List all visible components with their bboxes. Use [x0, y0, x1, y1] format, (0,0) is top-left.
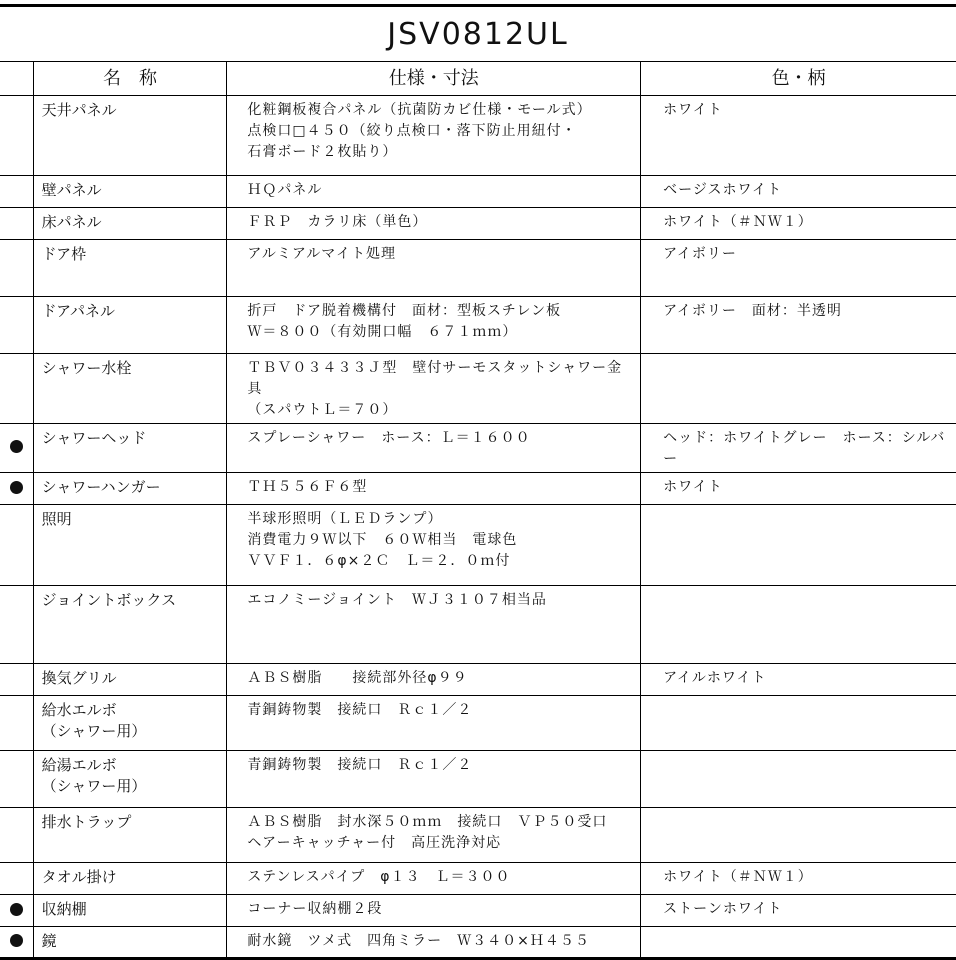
- header-row: [0, 62, 956, 96]
- table-row: [0, 473, 956, 505]
- item-color: [641, 696, 956, 751]
- table-row: [0, 696, 956, 751]
- header-spec: 仕様・寸法: [227, 62, 641, 96]
- table-row: [0, 240, 956, 297]
- item-name: ドア枠: [33, 240, 227, 297]
- header-name: 名 称: [33, 62, 227, 96]
- item-name: 給水エルボ （シャワー用）: [33, 696, 227, 751]
- table-row: [0, 96, 956, 176]
- row-mark-cell: [0, 863, 33, 895]
- item-name: 壁パネル: [33, 176, 227, 208]
- row-mark-cell: [0, 424, 33, 473]
- item-color: アイボリー 面材：半透明: [641, 297, 956, 354]
- item-name: タオル掛け: [33, 863, 227, 895]
- row-mark-cell: [0, 240, 33, 297]
- item-color: [641, 927, 956, 959]
- item-name: 照明: [33, 505, 227, 586]
- item-color: アイボリー: [641, 240, 956, 297]
- item-color: [641, 505, 956, 586]
- table-row: [0, 895, 956, 927]
- row-mark-cell: [0, 586, 33, 664]
- item-spec: ＦＲＰ カラリ床（単色）: [227, 208, 641, 240]
- row-mark-cell: [0, 927, 33, 959]
- row-mark-cell: [0, 808, 33, 863]
- bullet-dot-icon: [10, 903, 23, 916]
- row-mark-cell: [0, 176, 33, 208]
- item-name: 天井パネル: [33, 96, 227, 176]
- table-row: [0, 176, 956, 208]
- row-mark-cell: [0, 664, 33, 696]
- item-color: [641, 586, 956, 664]
- table-row: [0, 863, 956, 895]
- row-mark-cell: [0, 895, 33, 927]
- item-name: 排水トラップ: [33, 808, 227, 863]
- bullet-dot-icon: [10, 481, 23, 494]
- item-spec: ＡＢＳ樹脂 封水深５０ｍｍ 接続口 ＶＰ５０受口 ヘアーキャッチャー付 高圧洗浄対応: [227, 808, 641, 863]
- row-mark-cell: [0, 751, 33, 808]
- item-spec: ＨＱパネル: [227, 176, 641, 208]
- header-mark: [0, 62, 33, 96]
- row-mark-cell: [0, 354, 33, 424]
- item-name: シャワーヘッド: [33, 424, 227, 473]
- item-color: ホワイト（＃ＮＷ１）: [641, 863, 956, 895]
- item-spec: エコノミージョイント ＷＪ３１０７相当品: [227, 586, 641, 664]
- item-color: ホワイト（＃ＮＷ１）: [641, 208, 956, 240]
- row-mark-cell: [0, 208, 33, 240]
- item-color: [641, 354, 956, 424]
- item-name: 換気グリル: [33, 664, 227, 696]
- row-mark-cell: [0, 96, 33, 176]
- page-title: JSV0812UL: [0, 4, 956, 62]
- item-name: ドアパネル: [33, 297, 227, 354]
- item-spec: 化粧鋼板複合パネル（抗菌防カビ仕様・モール式） 点検口□４５０（絞り点検口・落下防止用紐付・ 石膏ボード２枚貼り）: [227, 96, 641, 176]
- item-name: ジョイントボックス: [33, 586, 227, 664]
- item-color: [641, 808, 956, 863]
- item-name: 鏡: [33, 927, 227, 959]
- item-color: ホワイト: [641, 96, 956, 176]
- header-color: 色・柄: [641, 62, 956, 96]
- row-mark-cell: [0, 505, 33, 586]
- bullet-dot-icon: [10, 934, 23, 947]
- item-spec: ステンレスパイプ φ１３ Ｌ＝３００: [227, 863, 641, 895]
- item-color: ベージスホワイト: [641, 176, 956, 208]
- table-row: [0, 586, 956, 664]
- table-row: [0, 424, 956, 473]
- table-row: [0, 505, 956, 586]
- item-spec: アルミアルマイト処理: [227, 240, 641, 297]
- row-mark-cell: [0, 473, 33, 505]
- item-spec: ＴＢＶ０３４３３Ｊ型 壁付サーモスタットシャワー金具 （スパウトＬ＝７０）: [227, 354, 641, 424]
- item-spec: 半球形照明（ＬＥＤランプ） 消費電力９Ｗ以下 ６０Ｗ相当 電球色 ＶＶＦ１．６φ×２Ｃ Ｌ＝２．０ｍ付: [227, 505, 641, 586]
- item-color: ヘッド：ホワイトグレー ホース：シルバー: [641, 424, 956, 473]
- table-row: [0, 297, 956, 354]
- table-row: [0, 354, 956, 424]
- item-name: 床パネル: [33, 208, 227, 240]
- table-body: [0, 96, 956, 959]
- item-name: 給湯エルボ （シャワー用）: [33, 751, 227, 808]
- item-spec: 耐水鏡 ツメ式 四角ミラー Ｗ３４０×Ｈ４５５: [227, 927, 641, 959]
- item-spec: スプレーシャワー ホース：Ｌ＝１６００: [227, 424, 641, 473]
- table-row: [0, 208, 956, 240]
- item-spec: ＡＢＳ樹脂 接続部外径φ９９: [227, 664, 641, 696]
- table-row: [0, 927, 956, 959]
- item-name: 収納棚: [33, 895, 227, 927]
- spec-table: [0, 61, 956, 960]
- item-spec: コーナー収納棚２段: [227, 895, 641, 927]
- row-mark-cell: [0, 696, 33, 751]
- bullet-dot-icon: [10, 440, 23, 453]
- table-row: [0, 808, 956, 863]
- item-name: シャワーハンガー: [33, 473, 227, 505]
- item-color: アイルホワイト: [641, 664, 956, 696]
- item-spec: ＴＨ５５６Ｆ６型: [227, 473, 641, 505]
- item-spec: 青銅鋳物製 接続口 Ｒｃ１／２: [227, 696, 641, 751]
- item-spec: 青銅鋳物製 接続口 Ｒｃ１／２: [227, 751, 641, 808]
- table-row: [0, 751, 956, 808]
- row-mark-cell: [0, 297, 33, 354]
- item-color: ストーンホワイト: [641, 895, 956, 927]
- item-color: ホワイト: [641, 473, 956, 505]
- item-spec: 折戸 ドア脱着機構付 面材：型板スチレン板 Ｗ＝８００（有効開口幅 ６７１ｍｍ）: [227, 297, 641, 354]
- item-name: シャワー水栓: [33, 354, 227, 424]
- item-color: [641, 751, 956, 808]
- table-row: [0, 664, 956, 696]
